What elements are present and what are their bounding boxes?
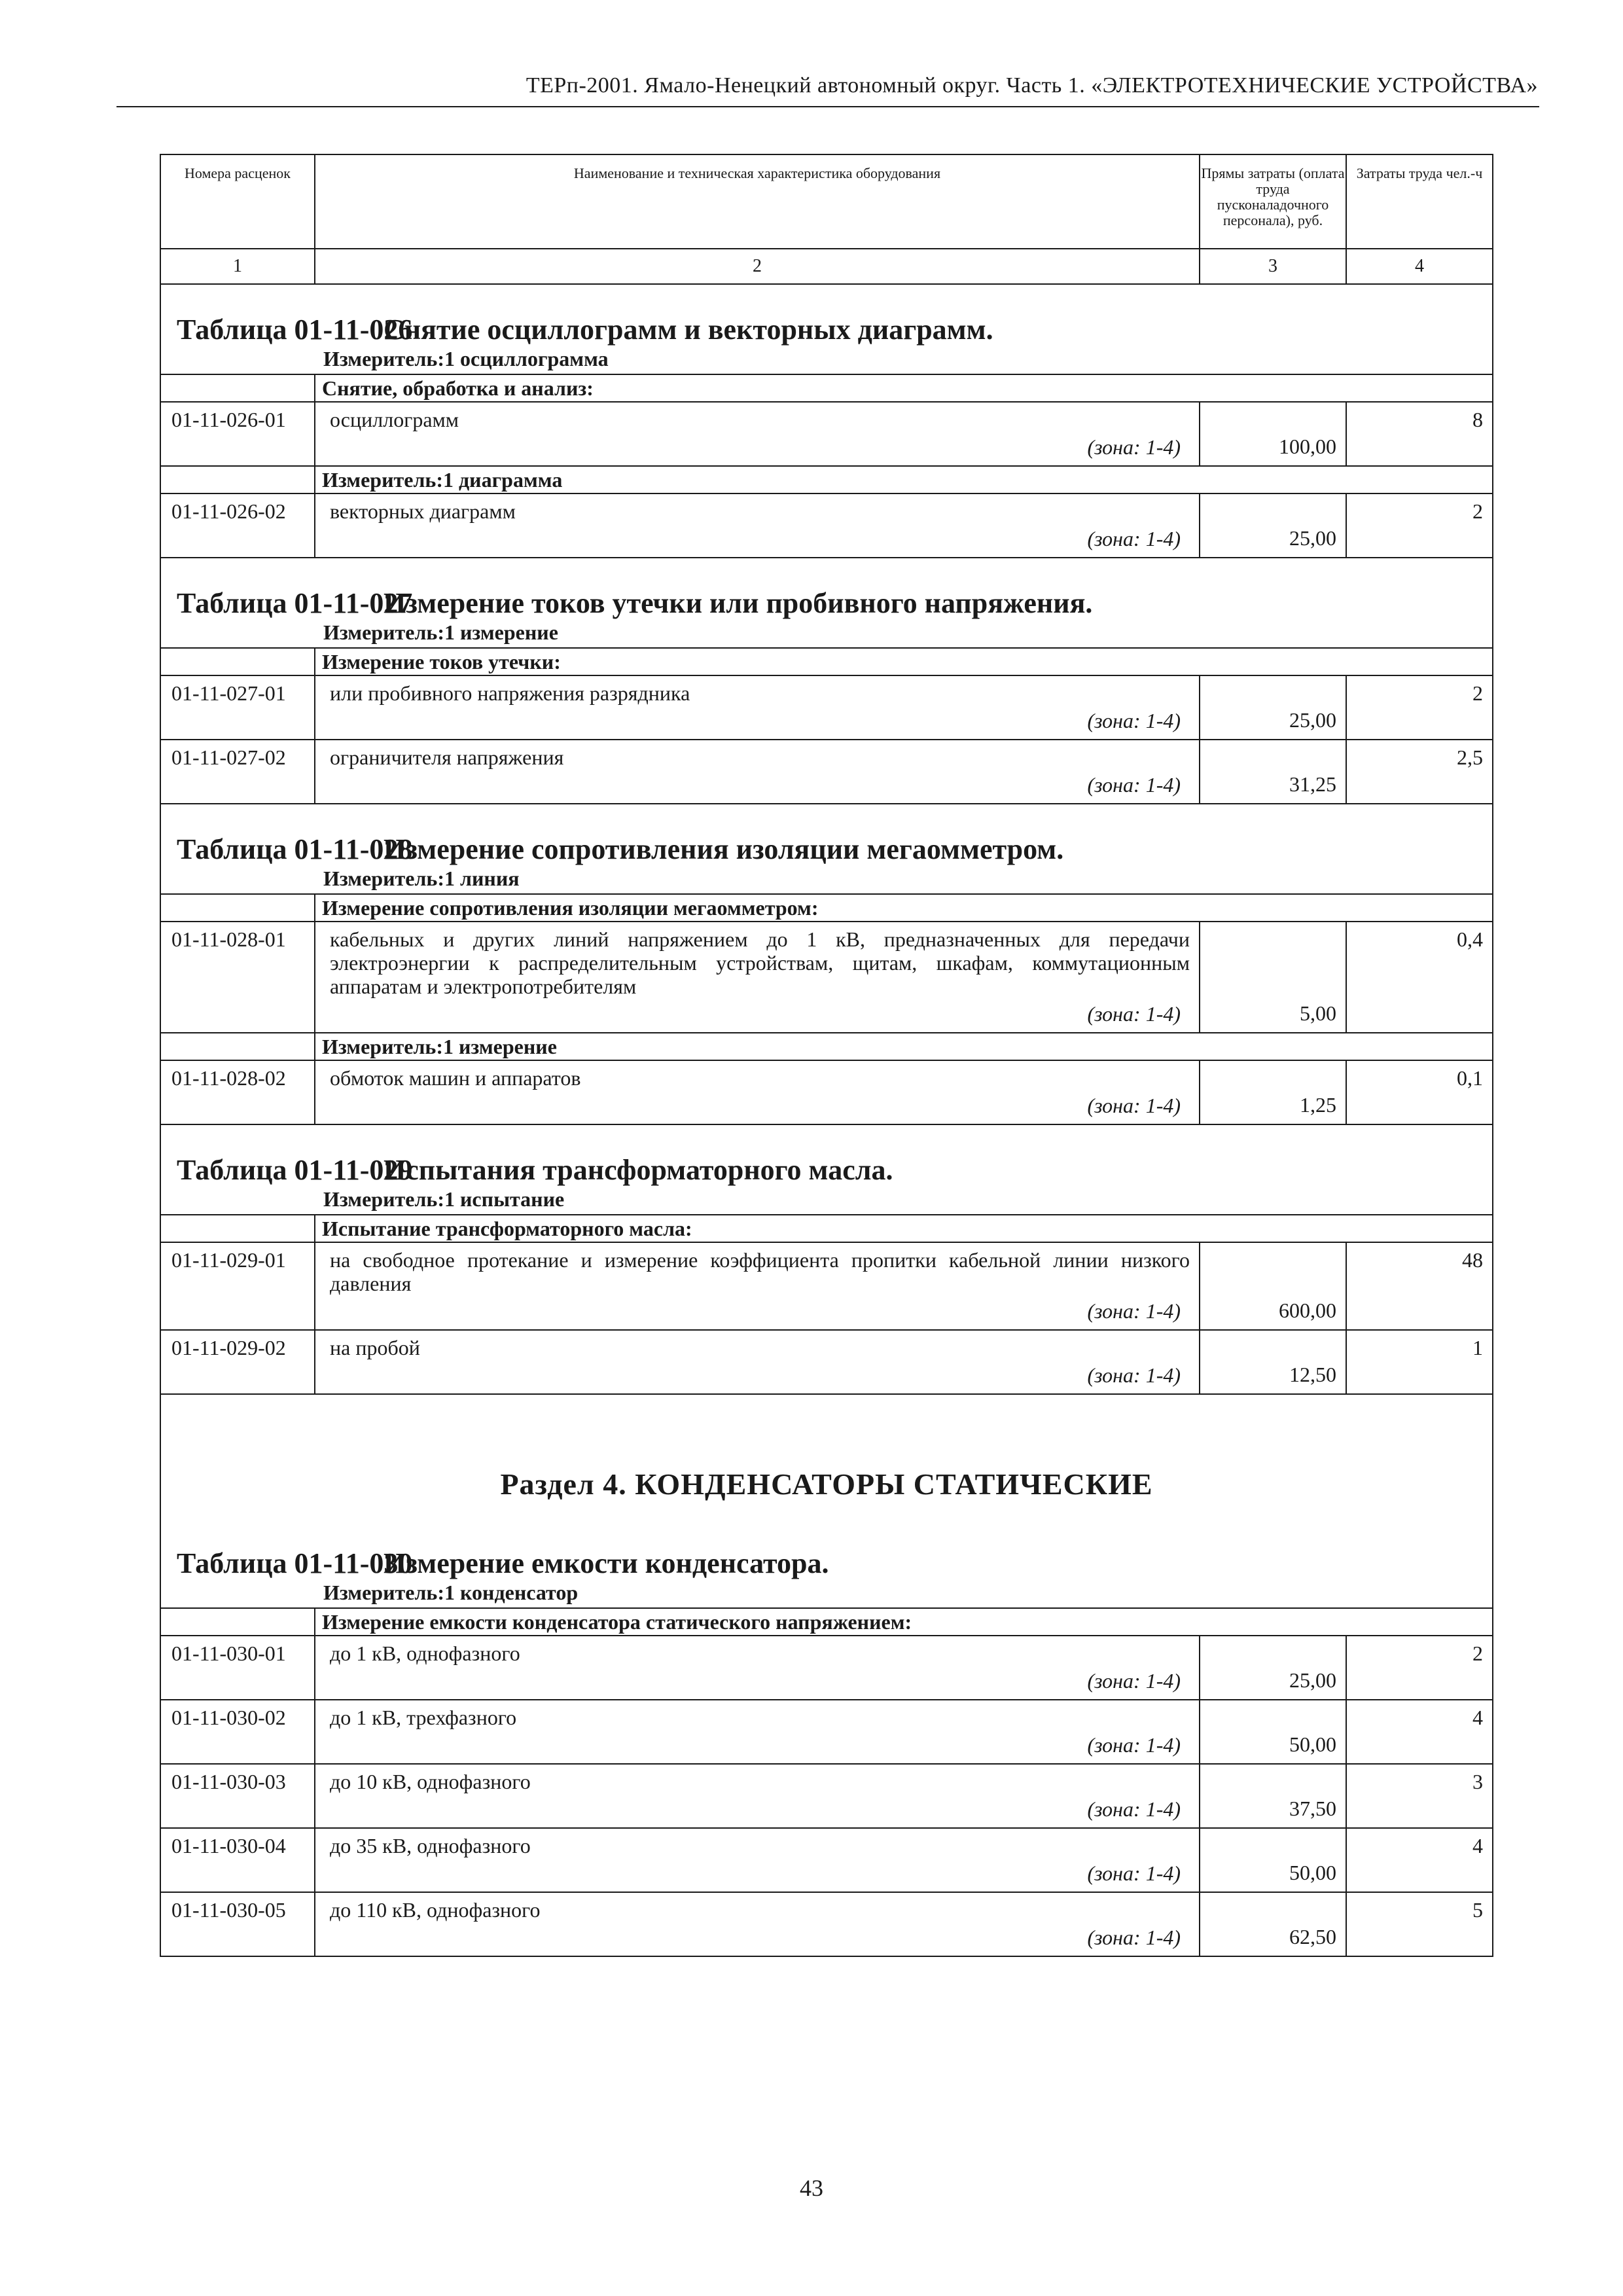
- rate-labor: 1: [1346, 1330, 1493, 1394]
- table-row: [160, 1242, 1493, 1330]
- rate-labor: 2: [1346, 675, 1493, 740]
- table-number: Таблица 01-11-030: [177, 1547, 413, 1579]
- rate-description: [315, 1764, 1200, 1828]
- rate-labor: 2: [1346, 493, 1493, 558]
- subheading-row: [160, 648, 1493, 675]
- table-title: [161, 1501, 1492, 1580]
- description-text: до 110 кВ, однофазного: [330, 1898, 541, 1922]
- subheading-row: [160, 466, 1493, 493]
- table-number: Таблица 01-11-028: [177, 833, 413, 865]
- table-number: Таблица 01-11-027: [177, 587, 413, 619]
- description-text: векторных диаграмм: [330, 499, 516, 523]
- subheading: Измерение сопротивления изоляции мегаомметром:: [315, 894, 1493, 922]
- rate-description: [315, 1828, 1200, 1892]
- table-row: [160, 1636, 1493, 1700]
- zone-label: (зона: 1-4): [1087, 1094, 1181, 1117]
- subheading: Измерение емкости конденсатора статического напряжением:: [315, 1608, 1493, 1636]
- description-text: ограничителя напряжения: [330, 745, 564, 769]
- rate-labor: 8: [1346, 402, 1493, 466]
- description-text: до 35 кВ, однофазного: [330, 1834, 531, 1857]
- meter-label: Измеритель:1 линия: [323, 867, 520, 890]
- rate-labor: 2: [1346, 1636, 1493, 1700]
- rate-description: [315, 1636, 1200, 1700]
- zone-label: (зона: 1-4): [1087, 435, 1181, 459]
- section-row: [160, 1394, 1493, 1608]
- table-row: [160, 402, 1493, 466]
- meter-label: Измеритель:1 измерение: [323, 620, 558, 644]
- table-row: [160, 1700, 1493, 1764]
- table-title: [161, 558, 1492, 620]
- rate-labor: 2,5: [1346, 740, 1493, 804]
- col-header-cost: Прямы затраты (оплата труда пусконаладочного персонала), руб.: [1200, 154, 1346, 249]
- table-name: Измерение сопротивления изоляции мегаомметром.: [383, 833, 1064, 865]
- table-title-row: [160, 1124, 1493, 1215]
- rate-cost: 25,00: [1200, 675, 1346, 740]
- rate-cost: 31,25: [1200, 740, 1346, 804]
- zone-label: (зона: 1-4): [1087, 1002, 1181, 1026]
- meter-label: Измеритель:1 конденсатор: [323, 1581, 579, 1604]
- table-name: Испытания трансформаторного масла.: [383, 1154, 893, 1186]
- column-number-row: [160, 249, 1493, 284]
- description-text: до 1 кВ, однофазного: [330, 1641, 520, 1665]
- rate-code: 01-11-028-01: [160, 922, 315, 1033]
- rate-cost: 12,50: [1200, 1330, 1346, 1394]
- rate-cost: 1,25: [1200, 1060, 1346, 1124]
- table-number: Таблица 01-11-029: [177, 1154, 413, 1186]
- rate-description: [315, 675, 1200, 740]
- zone-label: (зона: 1-4): [1087, 1797, 1181, 1821]
- subheading-row: [160, 1033, 1493, 1060]
- rate-cost: 25,00: [1200, 493, 1346, 558]
- table-row: [160, 1828, 1493, 1892]
- table-row: [160, 1330, 1493, 1394]
- rate-labor: 4: [1346, 1828, 1493, 1892]
- meter-label: Измеритель:1 измерение: [315, 1033, 1493, 1060]
- table-title: [161, 804, 1492, 866]
- running-head: ТЕРп-2001. Ямало-Ненецкий автономный округ. Часть 1. «ЭЛЕКТРОТЕХНИЧЕСКИЕ УСТРОЙСТВА»: [526, 73, 1538, 98]
- zone-label: (зона: 1-4): [1087, 773, 1181, 797]
- zone-label: (зона: 1-4): [1087, 1669, 1181, 1693]
- rate-code: 01-11-027-02: [160, 740, 315, 804]
- rate-cost: 600,00: [1200, 1242, 1346, 1330]
- col-number: 2: [315, 249, 1200, 284]
- table-row: [160, 675, 1493, 740]
- description-text: до 10 кВ, однофазного: [330, 1770, 531, 1793]
- table-row: [160, 1764, 1493, 1828]
- rate-cost: 50,00: [1200, 1700, 1346, 1764]
- table-row: [160, 740, 1493, 804]
- col-number: 4: [1346, 249, 1493, 284]
- rate-description: [315, 922, 1200, 1033]
- rate-code: 01-11-026-02: [160, 493, 315, 558]
- meter-label: Измеритель:1 испытание: [323, 1187, 565, 1211]
- rate-cost: 50,00: [1200, 1828, 1346, 1892]
- description-text: до 1 кВ, трехфазного: [330, 1706, 517, 1729]
- page-number: 43: [800, 2175, 823, 2201]
- rate-description: [315, 493, 1200, 558]
- section-title: Раздел 4. КОНДЕНСАТОРЫ СТАТИЧЕСКИЕ: [500, 1467, 1153, 1501]
- zone-label: (зона: 1-4): [1087, 1363, 1181, 1387]
- table-row: [160, 1892, 1493, 1956]
- rate-labor: 5: [1346, 1892, 1493, 1956]
- rate-cost: 5,00: [1200, 922, 1346, 1033]
- rate-labor: 0,1: [1346, 1060, 1493, 1124]
- zone-label: (зона: 1-4): [1087, 1926, 1181, 1949]
- table-title-row: [160, 804, 1493, 894]
- header-rule: [116, 106, 1539, 107]
- subheading: Снятие, обработка и анализ:: [315, 374, 1493, 402]
- rate-cost: 100,00: [1200, 402, 1346, 466]
- rate-labor: 0,4: [1346, 922, 1493, 1033]
- description-text: на пробой: [330, 1336, 420, 1359]
- col-header-labor: Затраты труда чел.-ч: [1346, 154, 1493, 249]
- rate-code: 01-11-030-03: [160, 1764, 315, 1828]
- table-name: Снятие осциллограмм и векторных диаграмм.: [383, 314, 993, 346]
- description-text: кабельных и других линий напряжением до 1 кВ, предназначенных для передачи электроэнергии к распределительным устройствам, щитам, шкафам, коммутационным аппаратам и электропотребителям: [330, 927, 1190, 998]
- rate-labor: 48: [1346, 1242, 1493, 1330]
- table-row: [160, 493, 1493, 558]
- rates-table: [160, 154, 1493, 1957]
- table-title: [161, 285, 1492, 346]
- table-number: Таблица 01-11-026: [177, 314, 413, 346]
- rate-description: [315, 1892, 1200, 1956]
- rate-labor: 4: [1346, 1700, 1493, 1764]
- rate-code: 01-11-029-02: [160, 1330, 315, 1394]
- rate-labor: 3: [1346, 1764, 1493, 1828]
- description-text: обмоток машин и аппаратов: [330, 1066, 581, 1090]
- description-text: или пробивного напряжения разрядника: [330, 681, 690, 705]
- table-title-row: [160, 558, 1493, 648]
- description-text: осциллограмм: [330, 408, 459, 431]
- rate-cost: 62,50: [1200, 1892, 1346, 1956]
- zone-label: (зона: 1-4): [1087, 1733, 1181, 1757]
- rate-code: 01-11-026-01: [160, 402, 315, 466]
- meter-label: Измеритель:1 осциллограмма: [323, 347, 609, 370]
- col-header-codes: Номера расценок: [160, 154, 315, 249]
- col-header-name: Наименование и техническая характеристика оборудования: [315, 154, 1200, 249]
- rate-description: [315, 1700, 1200, 1764]
- rate-code: 01-11-030-05: [160, 1892, 315, 1956]
- column-header-row: [160, 154, 1493, 249]
- rate-code: 01-11-029-01: [160, 1242, 315, 1330]
- zone-label: (зона: 1-4): [1087, 1299, 1181, 1323]
- table-row: [160, 1060, 1493, 1124]
- meter-label: Измеритель:1 диаграмма: [315, 466, 1493, 493]
- rate-description: [315, 1330, 1200, 1394]
- table-name: Измерение емкости конденсатора.: [383, 1547, 829, 1579]
- rate-code: 01-11-030-04: [160, 1828, 315, 1892]
- rate-code: 01-11-030-02: [160, 1700, 315, 1764]
- description-text: на свободное протекание и измерение коэффициента пропитки кабельной линии низкого давления: [330, 1248, 1190, 1295]
- subheading: Измерение токов утечки:: [315, 648, 1493, 675]
- col-number: 3: [1200, 249, 1346, 284]
- zone-label: (зона: 1-4): [1087, 1861, 1181, 1885]
- rate-description: [315, 402, 1200, 466]
- col-number: 1: [160, 249, 315, 284]
- zone-label: (зона: 1-4): [1087, 527, 1181, 550]
- rate-code: 01-11-027-01: [160, 675, 315, 740]
- subheading-row: [160, 894, 1493, 922]
- rate-cost: 25,00: [1200, 1636, 1346, 1700]
- subheading-row: [160, 1608, 1493, 1636]
- rate-cost: 37,50: [1200, 1764, 1346, 1828]
- rate-description: [315, 1060, 1200, 1124]
- table-title-row: [160, 284, 1493, 374]
- table-name: Измерение токов утечки или пробивного напряжения.: [383, 587, 1093, 619]
- zone-label: (зона: 1-4): [1087, 709, 1181, 732]
- rate-code: 01-11-028-02: [160, 1060, 315, 1124]
- table-row: [160, 922, 1493, 1033]
- rate-code: 01-11-030-01: [160, 1636, 315, 1700]
- table-title: [161, 1125, 1492, 1187]
- subheading-row: [160, 1215, 1493, 1242]
- rate-description: [315, 740, 1200, 804]
- subheading: Испытание трансформаторного масла:: [315, 1215, 1493, 1242]
- subheading-row: [160, 374, 1493, 402]
- rate-description: [315, 1242, 1200, 1330]
